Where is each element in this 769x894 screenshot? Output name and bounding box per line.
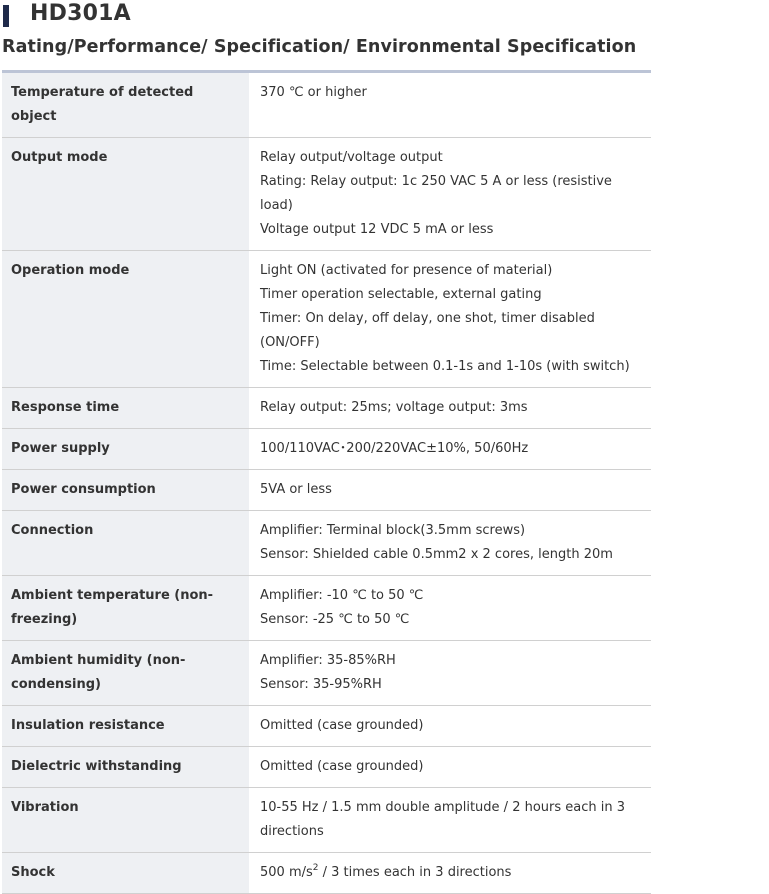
value-line: Sensor: -25 ℃ to 50 ℃ xyxy=(260,612,410,627)
shock-value-post: / 3 times each in 3 directions xyxy=(318,865,512,880)
row-label: Connection xyxy=(2,511,249,576)
row-label: Output mode xyxy=(2,138,249,251)
row-value xyxy=(249,853,651,894)
row-label: Ambient humidity (non-condensing) xyxy=(2,641,249,706)
row-value xyxy=(249,576,651,641)
row-label: Power consumption xyxy=(2,470,249,511)
row-value xyxy=(249,429,651,470)
value-line: Light ON (activated for presence of material) xyxy=(260,263,553,278)
table-row xyxy=(2,138,651,251)
value-line: Sensor: Shielded cable 0.5mm2 x 2 cores, length 20m xyxy=(260,547,613,562)
row-value xyxy=(249,72,651,138)
row-value xyxy=(249,511,651,576)
value-line: 5VA or less xyxy=(260,482,332,497)
value-line: Rating: Relay output: 1c 250 VAC 5 A or less (resistive load) xyxy=(260,174,612,213)
row-label: Operation mode xyxy=(2,251,249,388)
row-value xyxy=(249,788,651,853)
value-line: Amplifier: -10 ℃ to 50 ℃ xyxy=(260,588,424,603)
row-label: Temperature of detected object xyxy=(2,72,249,138)
value-line: Sensor: 35-95%RH xyxy=(260,677,382,692)
section-subtitle: Rating/Performance/ Specification/ Environmental Specification xyxy=(2,37,637,57)
row-label: Ambient temperature (non-freezing) xyxy=(2,576,249,641)
row-label: Shock xyxy=(2,853,249,894)
value-line: 100/110VAC･200/220VAC±10%, 50/60Hz xyxy=(260,441,529,456)
value-line: Timer operation selectable, external gating xyxy=(260,287,542,302)
row-label: Response time xyxy=(2,388,249,429)
table-row xyxy=(2,853,651,894)
row-label: Insulation resistance xyxy=(2,706,249,747)
value-line: Relay output: 25ms; voltage output: 3ms xyxy=(260,400,528,415)
value-line: Omitted (case grounded) xyxy=(260,759,424,774)
table-row xyxy=(2,388,651,429)
row-value xyxy=(249,138,651,251)
value-line: Omitted (case grounded) xyxy=(260,718,424,733)
spec-table xyxy=(2,70,651,894)
value-line: Timer: On delay, off delay, one shot, timer disabled (ON/OFF) xyxy=(260,311,595,350)
value-line: 10-55 Hz / 1.5 mm double amplitude / 2 hours each in 3 directions xyxy=(260,800,626,839)
row-label: Dielectric withstanding xyxy=(2,747,249,788)
spec-table-body xyxy=(2,72,651,894)
value-line: Relay output/voltage output xyxy=(260,150,443,165)
shock-value-pre: 500 m/s xyxy=(260,865,313,880)
table-row xyxy=(2,511,651,576)
table-row xyxy=(2,706,651,747)
value-line: Voltage output 12 VDC 5 mA or less xyxy=(260,222,494,237)
table-row xyxy=(2,470,651,511)
page-title: HD301A xyxy=(30,1,131,26)
row-value xyxy=(249,641,651,706)
table-row xyxy=(2,747,651,788)
row-label: Vibration xyxy=(2,788,249,853)
page-header xyxy=(0,0,769,30)
row-value xyxy=(249,388,651,429)
table-row xyxy=(2,576,651,641)
table-row xyxy=(2,72,651,138)
value-line: Time: Selectable between 0.1-1s and 1-10s (with switch) xyxy=(260,359,630,374)
table-row xyxy=(2,641,651,706)
value-line: Amplifier: 35-85%RH xyxy=(260,653,396,668)
row-value xyxy=(249,470,651,511)
row-value xyxy=(249,747,651,788)
row-value xyxy=(249,706,651,747)
table-row xyxy=(2,788,651,853)
table-row xyxy=(2,251,651,388)
table-row xyxy=(2,429,651,470)
title-accent-bar xyxy=(3,5,9,27)
row-value xyxy=(249,251,651,388)
row-label: Power supply xyxy=(2,429,249,470)
value-line: 370 ℃ or higher xyxy=(260,85,367,100)
shock-value-superscript: 2 xyxy=(312,862,319,873)
value-line: Amplifier: Terminal block(3.5mm screws) xyxy=(260,523,526,538)
